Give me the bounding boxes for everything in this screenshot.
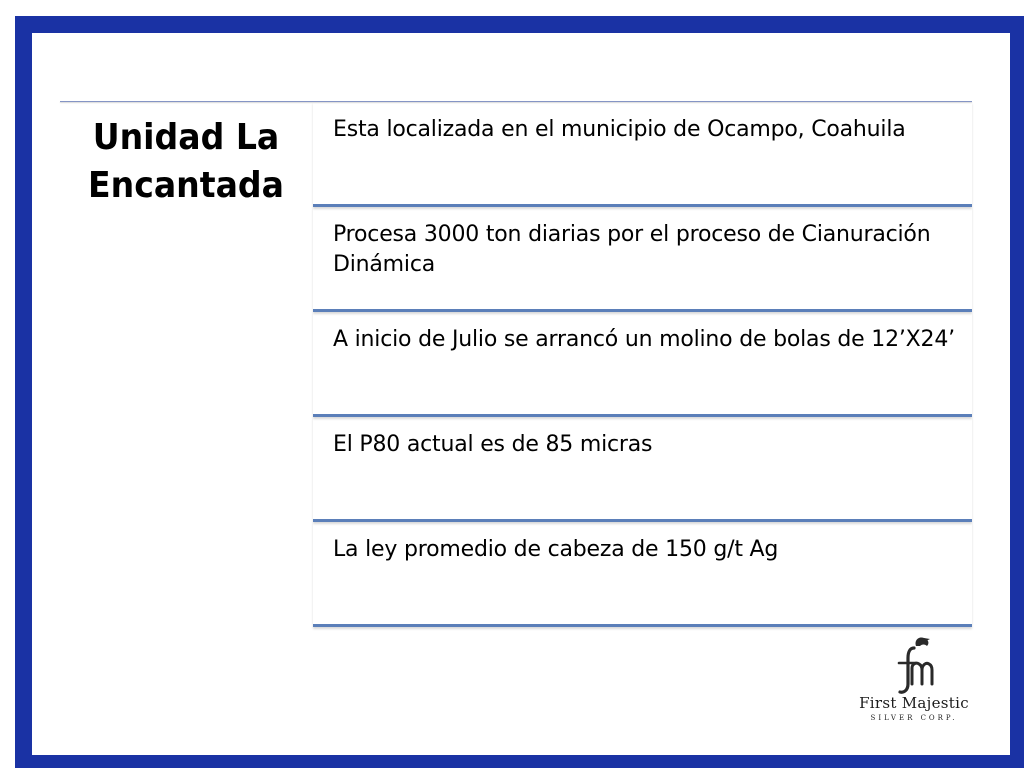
fm-monogram-logo-icon xyxy=(870,636,958,696)
slide-title: Unidad La Encantada xyxy=(87,117,284,206)
logo-subtitle: SILVER CORP. xyxy=(870,714,958,722)
list-item-text: A inicio de Julio se arrancó un molino de bolas de 12’X24’ xyxy=(333,327,955,352)
list-item xyxy=(313,207,972,312)
list-item-text: La ley promedio de cabeza de 150 g/t Ag xyxy=(333,537,779,562)
company-logo xyxy=(848,636,980,728)
list-item xyxy=(313,417,972,522)
list-item xyxy=(313,522,972,627)
list-item xyxy=(313,102,972,207)
list-item-text: Procesa 3000 ton diarias por el proceso de Cianuración Dinámica xyxy=(333,222,931,277)
list-item-text: Esta localizada en el municipio de Ocampo, Coahuila xyxy=(333,117,906,142)
logo-name: First Majestic xyxy=(859,694,969,712)
bullet-list xyxy=(313,102,972,627)
list-item xyxy=(313,312,972,417)
list-item-text: El P80 actual es de 85 micras xyxy=(333,432,653,457)
